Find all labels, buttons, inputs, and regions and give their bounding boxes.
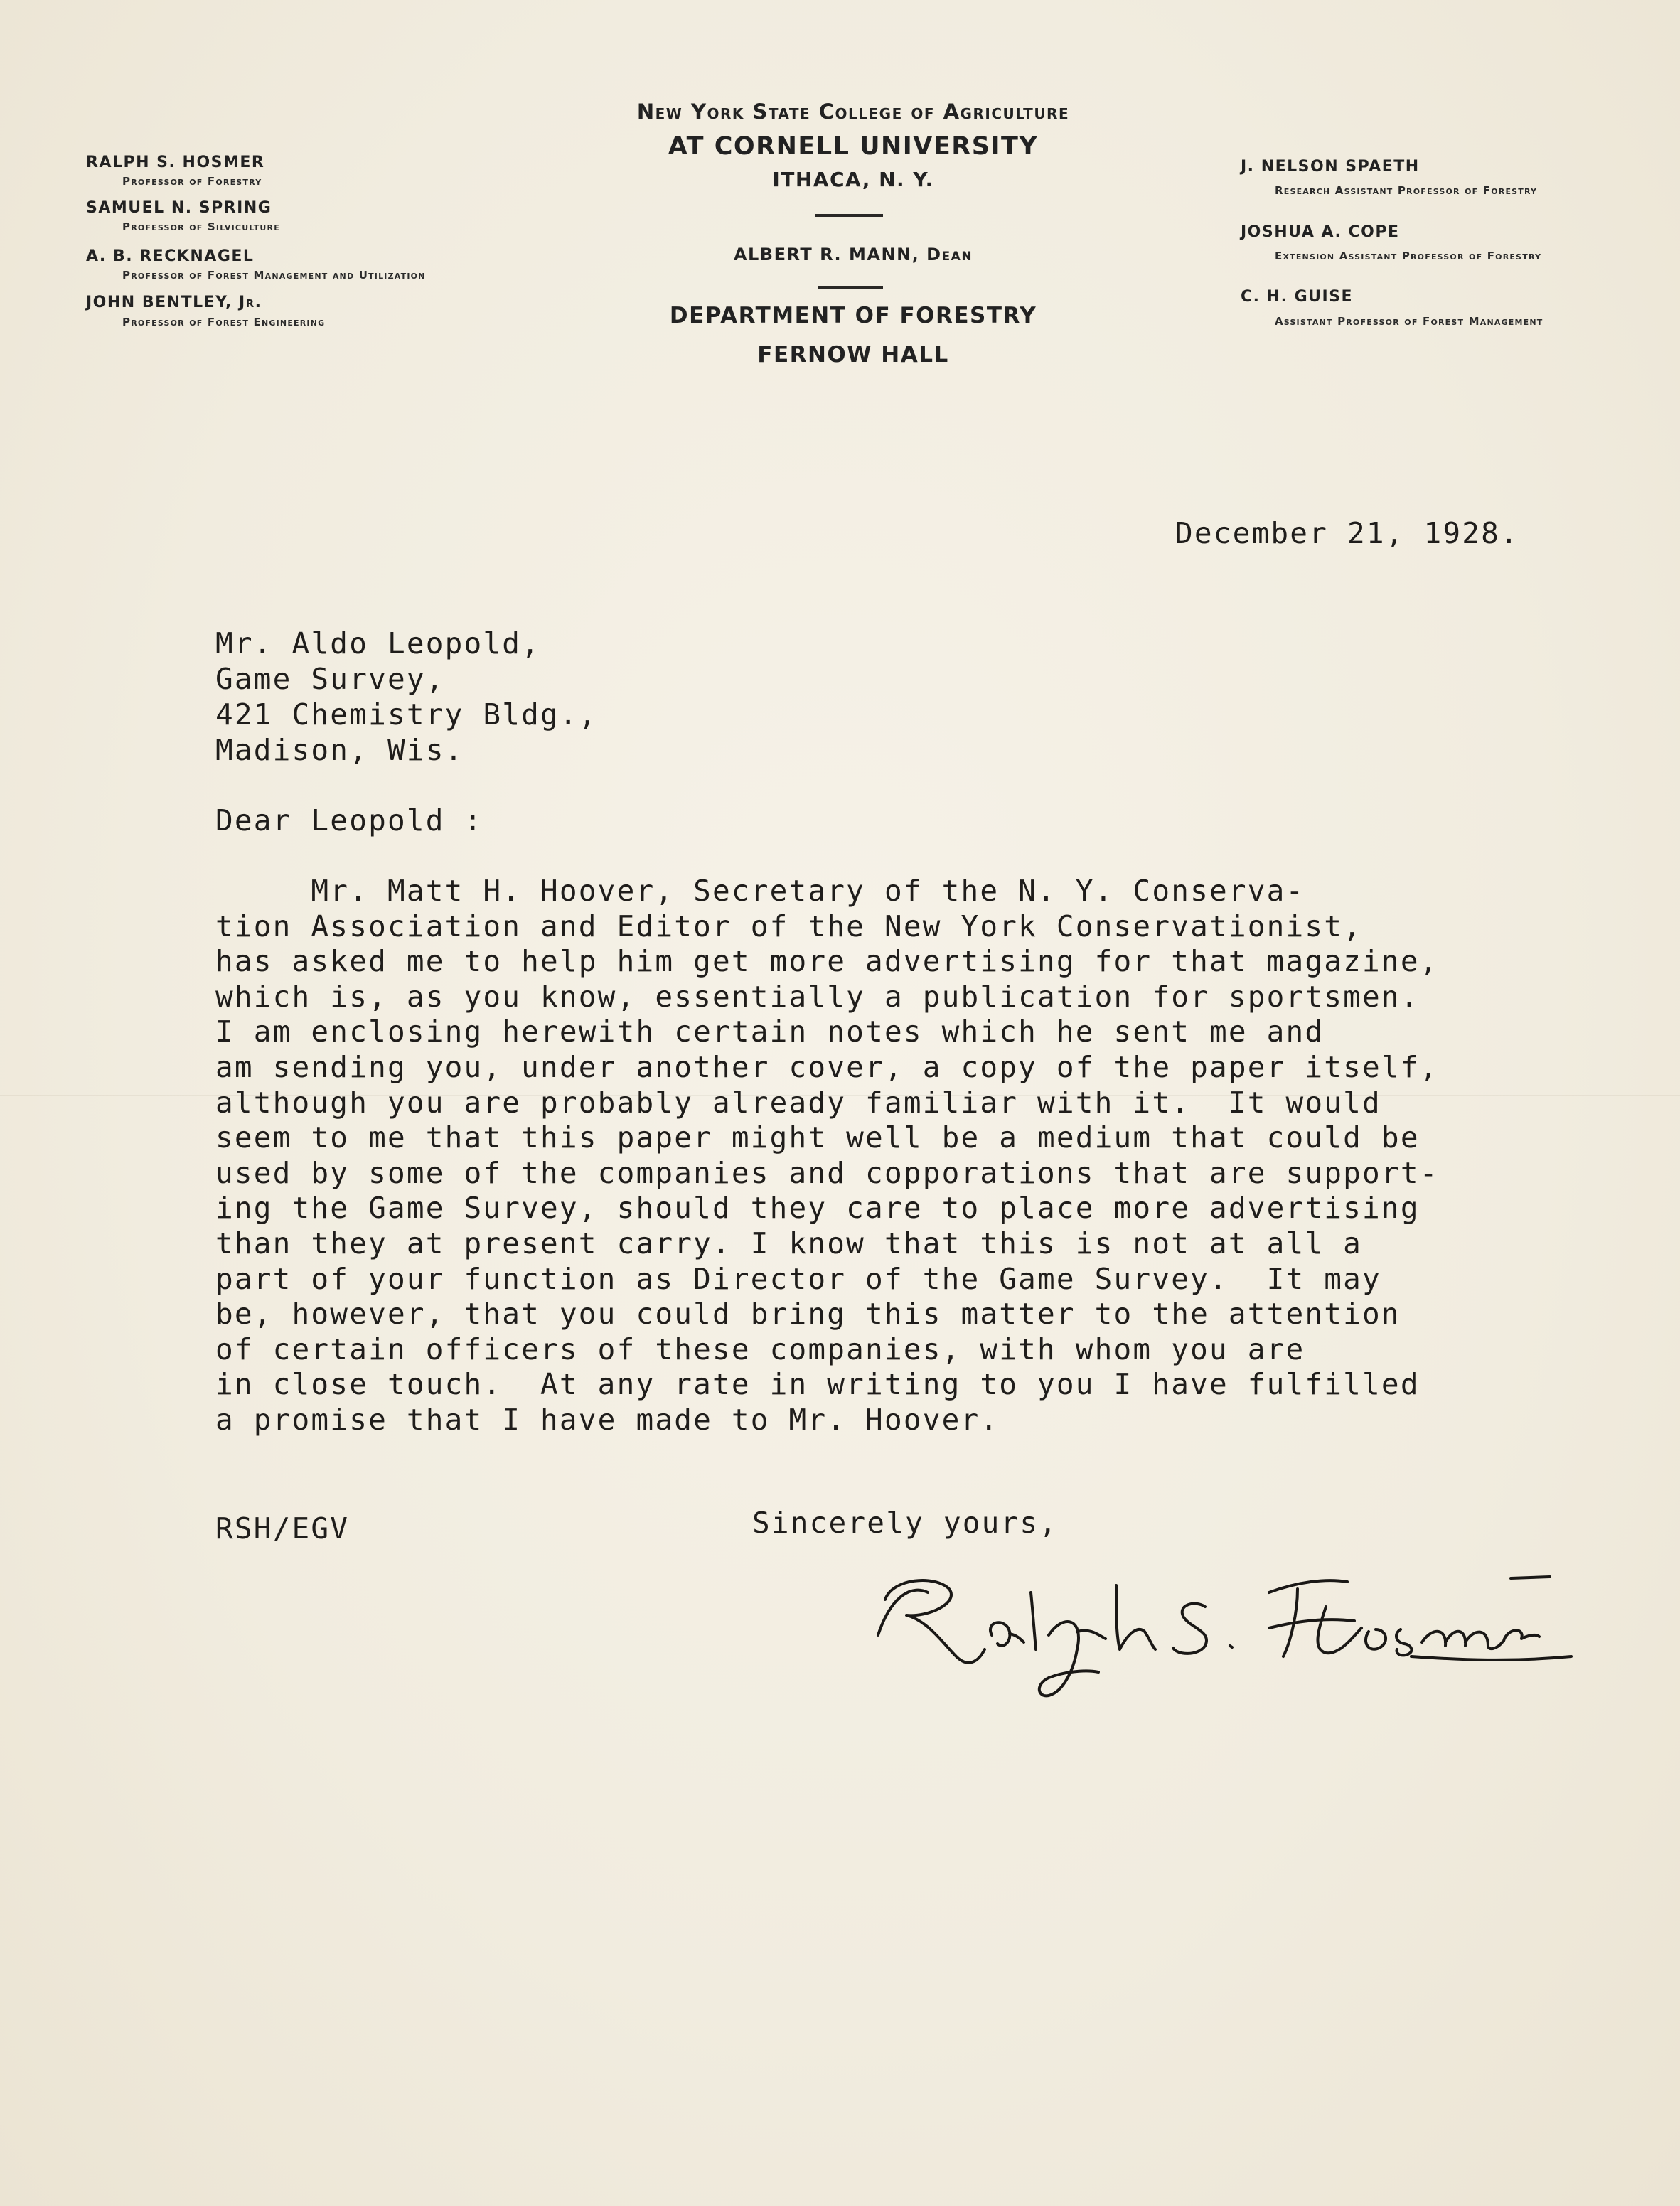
department-name: DEPARTMENT OF FORESTRY [669,303,1037,328]
institution-line2: AT CORNELL UNIVERSITY [668,132,1039,161]
body-line: tion Association and Editor of the New York Conservationist, [215,909,1363,943]
address-line-2: Game Survey, [215,662,445,696]
body-line: be, however, that you could bring this matter to the attention [215,1297,1401,1332]
faculty-left-name-3: A. B. RECKNAGEL [86,247,255,265]
body-line: seem to me that this paper might well be a medium that could be [215,1120,1420,1155]
handwritten-signature [871,1550,1575,1706]
letterhead-dean: ALBERT R. MANN, Dean [733,245,973,264]
faculty-right-title-2: Extension Assistant Professor of Forestry [1275,250,1542,262]
body-line: although you are probably already familiar with it. It would [215,1085,1381,1120]
faculty-left-title-1: Professor of Forestry [122,175,262,188]
faculty-left-name-1: RALPH S. HOSMER [86,154,265,171]
body-line: has asked me to help him get more advertising for that magazine, [215,944,1439,979]
body-line: part of your function as Director of the Game Survey. It may [215,1261,1381,1296]
letterhead-city: ITHACA, N. Y. [772,168,934,191]
faculty-left-title-2: Professor of Silviculture [122,220,280,233]
salutation: Dear Leopold : [215,803,483,837]
body-line: I am enclosing herewith certain notes which he sent me and [215,1014,1325,1049]
body-line: in close touch. At any rate in writing to you I have fulfilled [215,1367,1420,1402]
address-line-3: 421 Chemistry Bldg., [215,697,598,732]
body-line: which is, as you know, essentially a publication for sportsmen. [215,979,1420,1014]
faculty-right-title-1: Research Assistant Professor of Forestry [1275,184,1538,197]
faculty-right-name-2: JOSHUA A. COPE [1241,223,1400,241]
typist-initials: RSH/EGV [215,1511,350,1546]
body-line: than they at present carry. I know that this is not at all a [215,1226,1363,1260]
institution-line1: New York State College of Agriculture [636,100,1070,124]
faculty-left-name-4: JOHN BENTLEY, Jr. [86,294,262,311]
address-line-4: Madison, Wis. [215,733,464,767]
body-line: used by some of the companies and copporations that are support- [215,1155,1439,1190]
body-line: am sending you, under another cover, a copy of the paper itself, [215,1050,1439,1084]
closing: Sincerely yours, [752,1506,1059,1540]
body-line: a promise that I have made to Mr. Hoover. [215,1403,1000,1437]
faculty-left-title-4: Professor of Forest Engineering [122,316,326,328]
body-line: ing the Game Survey, should they care to place more advertising [215,1191,1420,1226]
faculty-left-title-3: Professor of Forest Management and Utilization [122,269,426,282]
letterhead-rule-bottom [818,286,883,289]
body-line: of certain officers of these companies, with whom you are [215,1332,1305,1366]
body-line: Mr. Matt H. Hoover, Secretary of the N. Y. Conserva- [215,874,1305,908]
faculty-right-name-3: C. H. GUISE [1241,288,1354,306]
letter-date: December 21, 1928. [1175,516,1519,550]
address-line-1: Mr. Aldo Leopold, [215,626,541,660]
building-name: FERNOW HALL [757,342,949,368]
faculty-left-name-2: SAMUEL N. SPRING [86,199,272,217]
letterhead-rule-top [815,214,883,217]
faculty-right-name-1: J. NELSON SPAETH [1241,158,1420,176]
faculty-right-title-3: Assistant Professor of Forest Management [1275,315,1543,328]
